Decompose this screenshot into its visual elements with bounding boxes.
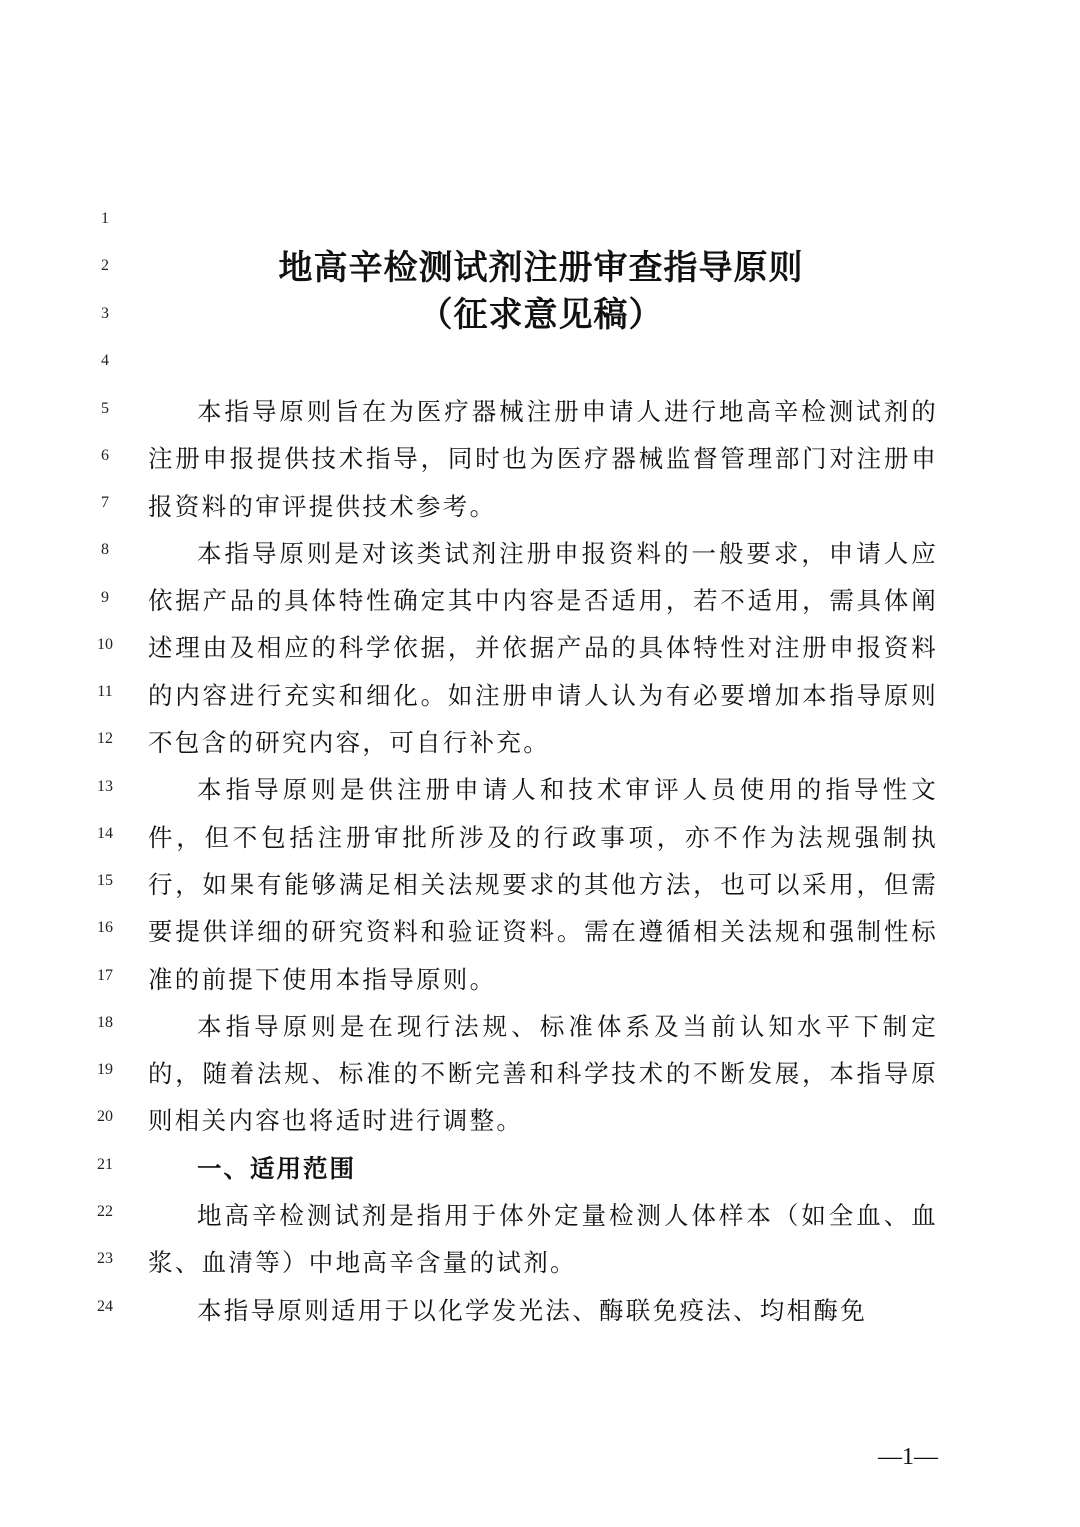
line-number: 18: [97, 1014, 113, 1031]
line-number: 21: [97, 1156, 113, 1173]
line-number: 10: [97, 636, 113, 653]
document-title: 地高辛检测试剂注册审查指导原则: [278, 248, 804, 288]
page-number: —1—: [878, 1444, 938, 1470]
paragraph-usage-scope: 本指导原则是供注册申请人和技术审评人员使用的指导性文件，但不包括注册审批所涉及的行政事项，亦不作为法规强制执行，如果有能够满足相关法规要求的其他方法，也可以采用，但需要提供详细的研究资料和验证资料。需在遵循相关法规和强制性标准的前提下使用本指导原则。: [148, 775, 938, 994]
line-number: 2: [101, 257, 109, 274]
paragraph-scope-methods: 本指导原则适用于以化学发光法、酶联免疫法、均相酶免: [197, 1295, 867, 1325]
paragraph-general-requirements: 本指导原则是对该类试剂注册申报资料的一般要求，申请人应依据产品的具体特性确定其中内容是否适用，若不适用，需具体阐述理由及相应的科学依据，并依据产品的具体特性对注册申报资料的内容进行充实和细化。如注册申请人认为有必要增加本指导原则不包含的研究内容，可自行补充。: [148, 538, 938, 758]
line-number: 24: [97, 1298, 113, 1315]
line-number: 1: [101, 210, 109, 227]
section-heading-scope: 一、适用范围: [197, 1153, 356, 1183]
line-number: 23: [97, 1250, 113, 1267]
line-number: 19: [97, 1061, 113, 1078]
line-number: 22: [97, 1203, 113, 1220]
line-number: 20: [97, 1108, 113, 1125]
line-number: 4: [101, 352, 109, 369]
line-number: 7: [101, 494, 109, 511]
line-number: 14: [97, 825, 113, 842]
line-number: 17: [97, 967, 113, 984]
paragraph-purpose: 本指导原则旨在为医疗器械注册申请人进行地高辛检测试剂的注册申报提供技术指导，同时也为医疗器械监督管理部门对注册申报资料的审评提供技术参考。: [148, 397, 938, 521]
line-number: 3: [101, 305, 109, 322]
line-number: 16: [97, 919, 113, 936]
line-number: 11: [97, 683, 113, 700]
line-number: 15: [97, 872, 113, 889]
line-number: 9: [101, 589, 109, 606]
document-subtitle: （征求意见稿）: [418, 295, 664, 335]
document-body: [148, 388, 938, 1334]
paragraph-scope-definition: 地高辛检测试剂是指用于体外定量检测人体样本（如全血、血浆、血清等）中地高辛含量的试剂。: [148, 1201, 938, 1278]
line-number: 13: [97, 778, 113, 795]
line-number: 5: [101, 400, 109, 417]
line-number: 8: [101, 541, 109, 558]
paragraph-revision-note: 本指导原则是在现行法规、标准体系及当前认知水平下制定的，随着法规、标准的不断完善和科学技术的不断发展，本指导原则相关内容也将适时进行调整。: [148, 1011, 938, 1136]
line-number: 6: [101, 447, 109, 464]
line-number: 12: [97, 730, 113, 747]
